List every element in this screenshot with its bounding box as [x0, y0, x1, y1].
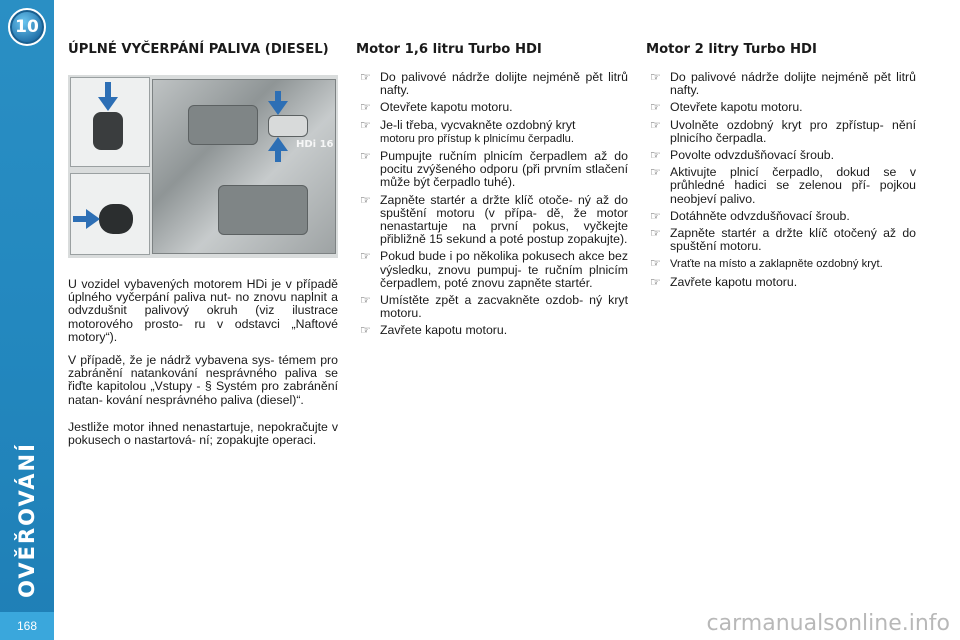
list-item: ☞ Povolte odvzdušňovací šroub. [650, 148, 835, 163]
page-number: 168 [0, 612, 54, 640]
list-item: ☞ Do palivové nádrže dolijte nejméně pět litrů nafty. [360, 70, 628, 98]
pointing-hand-icon: ☞ [360, 149, 371, 164]
site-watermark: carmanualsonline.info [706, 611, 950, 636]
list-item: ☞ Umístěte zpět a zacvakněte ozdob- ný kryt motoru. [360, 293, 628, 321]
list-item: ☞ Do palivové nádrže dolijte nejméně pět litrů nafty. [650, 70, 916, 98]
arrow-shaft [275, 150, 281, 162]
list-item: ☞ Zavřete kapotu motoru. [360, 323, 508, 338]
pointing-hand-icon: ☞ [650, 226, 661, 241]
bleed-screw-inset [70, 173, 150, 255]
arrow-down-icon [268, 101, 288, 115]
list-item: ☞ Pumpujte ručním plnicím čerpadlem až do pocitu zvýšeného odporu (při prvním stlačení může být čerpadlo tuhé). [360, 149, 628, 190]
chapter-title: OVĚŘOVÁNÍ [15, 442, 39, 598]
paragraph-intro: U vozidel vybavených motorem HDi je v případě úplného vyčerpání paliva nut- no znovu naplnit a odvzdušnit palivový okruh (viz ilustrace motorového prosto- ru v odstavci „Naftové motory“). [68, 277, 338, 344]
step-note: motoru pro přístup k plnicímu čerpadlu. [380, 132, 575, 145]
pointing-hand-icon: ☞ [360, 293, 371, 308]
section-heading-engine-2-0: Motor 2 litry Turbo HDI [646, 42, 817, 57]
pointing-hand-icon: ☞ [360, 100, 371, 115]
pointing-hand-icon: ☞ [650, 117, 661, 132]
section-heading-fuel-exhaustion: ÚPLNÉ VYČERPÁNÍ PALIVA (DIESEL) [68, 42, 329, 57]
list-item: ☞ Uvolněte ozdobný kryt pro zpřístup- nění plnicího čerpadla. [650, 117, 916, 145]
pointing-hand-icon: ☞ [360, 192, 371, 207]
list-item: ☞ Zavřete kapotu motoru. [650, 274, 798, 289]
list-item: ☞ Aktivujte plnicí čerpadlo, dokud se v průhledné hadici se zelenou pří- pojkou neobjeví palivo. [650, 165, 916, 206]
list-item: ☞ Pokud bude i po několika pokusech akce bez výsledku, znovu pumpuj- te ručním plnicím čerpadlem, poté znovu zapněte startér. [360, 249, 628, 290]
list-item: ☞ Zapněte startér a držte klíč otoče- ný až do spuštění motoru (v přípa- dě, že motor nenastartuje na první pokus, vyčkejte přibližně 15 sekund a poté postup zopakujte). [360, 192, 628, 247]
arrow-right-icon [86, 209, 100, 229]
column-engine-2-0 [646, 42, 916, 293]
chapter-number: 10 [15, 17, 39, 37]
arrow-down-icon [98, 97, 118, 111]
pointing-hand-icon: ☞ [650, 70, 661, 84]
pointing-hand-icon: ☞ [650, 256, 661, 271]
arrow-up-icon [268, 137, 288, 151]
chapter-number-badge [8, 8, 46, 46]
arrow-shaft [105, 82, 111, 98]
engine-cover-label: HDi 16 [296, 139, 334, 150]
pointing-hand-icon: ☞ [360, 117, 371, 132]
list-item: ☞ Vraťte na místo a zaklapněte ozdobný kryt. [650, 256, 883, 271]
engine-component [218, 185, 308, 235]
list-item: ☞ Je-li třeba, vycvakněte ozdobný kryt motoru pro přístup k plnicímu čerpadlu. [360, 117, 576, 145]
list-item: ☞ Otevřete kapotu motoru. [650, 100, 803, 115]
pointing-hand-icon: ☞ [650, 148, 661, 163]
pointing-hand-icon: ☞ [650, 208, 661, 223]
paragraph-misfuel-device: V případě, že je nádrž vybavena sys- témem pro zabránění natankování nesprávného paliva se řiďte kapitolou „Vstupy - § Systém pro zabránění natan- kování nesprávného paliva (diesel)“. [68, 353, 338, 407]
list-item: ☞ Dotáhněte odvzdušňovací šroub. [650, 208, 850, 223]
column-fuel-exhaustion [68, 42, 338, 447]
paragraph-no-start: Jestliže motor ihned nenastartuje, nepokračujte v pokusech o nastartová- ní; zopakujte operaci. [68, 419, 338, 448]
arrow-shaft [73, 216, 87, 222]
steps-list-engine-1-6 [356, 71, 628, 338]
chapter-title-container [4, 440, 50, 600]
chapter-sidebar [0, 0, 54, 640]
fuel-filter-component [268, 115, 308, 137]
column-engine-1-6 [356, 42, 628, 342]
pointing-hand-icon: ☞ [360, 323, 371, 338]
pointing-hand-icon: ☞ [650, 100, 661, 115]
list-item: ☞ Zapněte startér a držte klíč otočený až do spuštění motoru. [650, 226, 916, 254]
list-item: ☞ Otevřete kapotu motoru. [360, 100, 513, 115]
hand-pump-inset [70, 77, 150, 167]
engine-illustration [68, 75, 338, 258]
pointing-hand-icon: ☞ [360, 249, 371, 264]
pointing-hand-icon: ☞ [360, 70, 371, 84]
engine-component [188, 105, 258, 145]
pointing-hand-icon: ☞ [650, 274, 661, 289]
pump-bulb [99, 204, 133, 234]
steps-list-engine-2-0 [646, 71, 916, 289]
pump-bulb [93, 112, 123, 150]
section-heading-engine-1-6: Motor 1,6 litru Turbo HDI [356, 42, 542, 57]
pointing-hand-icon: ☞ [650, 165, 661, 180]
